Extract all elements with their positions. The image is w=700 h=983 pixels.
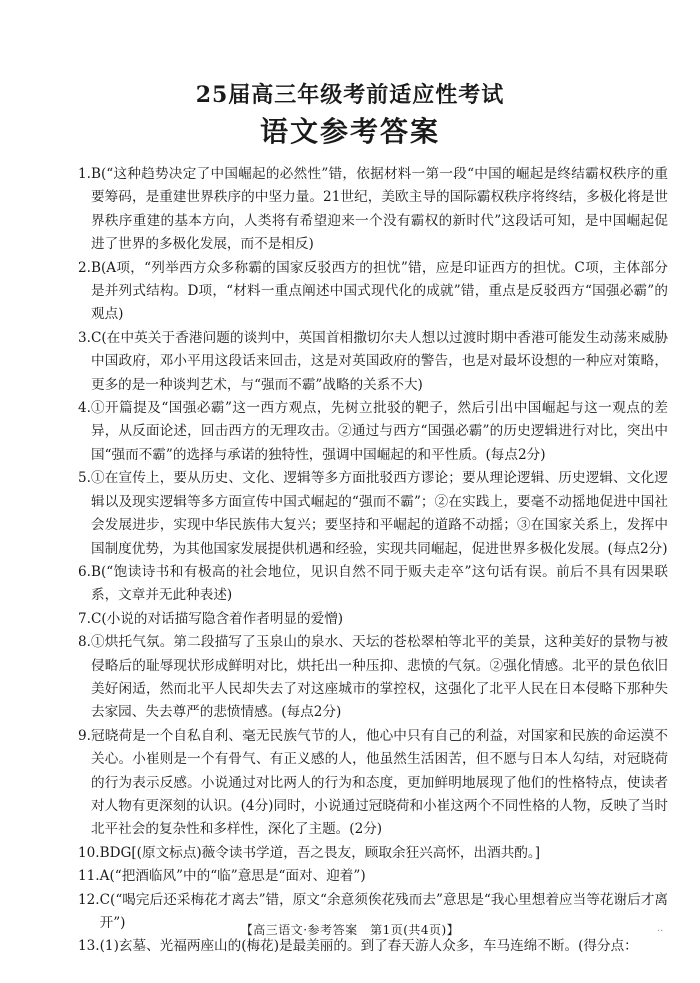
answer-text: ①烘托气氛。第二段描写了玉泉山的泉水、天坛的苍松翠柏等北平的美景，这种美好的景物与被侵略后的耻辱现状形成鲜明对比，烘托出一种压抑、悲愤的气氛。②强化情感。北平的景色依旧美好闲适，然而北平人民却失去了对这座城市的掌控权，这强化了北平人民在日本侵略下那种失去家园、失去尊严的悲愤情感。(每点2分) bbox=[90, 634, 668, 721]
answer-number: 9. bbox=[78, 727, 91, 744]
answer-item bbox=[78, 397, 668, 467]
page-footer: 【高三语文·参考答案 第1页(共4页)】 bbox=[240, 923, 460, 937]
answer-number: 6. bbox=[78, 563, 91, 580]
answer-number: 4. bbox=[78, 400, 91, 417]
answer-number: 2. bbox=[78, 259, 91, 276]
answer-number: 12. bbox=[78, 891, 100, 908]
answer-text: BDG[(原文标点)薇令读书学道，吾之畏友，顾取余狂兴高怀，出酒共酌。] bbox=[99, 844, 541, 861]
answer-number: 13. bbox=[78, 938, 100, 955]
answer-item bbox=[78, 257, 668, 327]
answer-number: 1. bbox=[78, 166, 91, 182]
answer-text: C(小说的对话描写隐含着作者明显的爱憎) bbox=[90, 610, 344, 627]
answer-number: 11. bbox=[78, 868, 100, 885]
answer-number: 8. bbox=[78, 634, 91, 651]
answer-item bbox=[78, 842, 668, 865]
answer-item bbox=[78, 327, 668, 397]
answer-text: ①开篇提及“国强必霸”这一西方观点，先树立批驳的靶子，然后引出中国崛起与这一观点的差异，从反面论述，回击西方的无理攻击。②通过与西方“国强必霸”的历史逻辑进行对比，突出中国“强而不霸”的选择与承诺的独特性，强调中国崛起的和平性质。(每点2分) bbox=[90, 400, 668, 463]
answer-text: (1)玄墓、光福两座山的(梅花)是最美丽的。到了春天游人众多，车马连绵不断。(得分点： bbox=[99, 938, 638, 955]
answer-number: 10. bbox=[78, 844, 100, 861]
answer-item bbox=[78, 865, 668, 888]
answer-number: 3. bbox=[78, 329, 91, 346]
answer-item bbox=[78, 935, 668, 958]
answer-list bbox=[78, 163, 668, 959]
answer-number: 7. bbox=[78, 610, 91, 627]
answer-item bbox=[78, 725, 668, 842]
answer-text: C(在中英关于香港问题的谈判中，英国首相撒切尔夫人想以过渡时期中香港可能发生动荡来威胁中国政府，邓小平用这段话来回击，这是对英国政府的警告，也是对最坏设想的一种应对策略，更多的是一种谈判艺术，与“强而不霸”战略的关系不大) bbox=[90, 329, 668, 393]
answer-text: B(“饱读诗书和有极高的社会地位，见识自然不同于贩夫走卒”这句话有误。前后不具有因果联系，文章并无此种表述) bbox=[90, 563, 668, 604]
exam-title: 25届高三年级考前适应性考试 bbox=[195, 82, 505, 108]
answer-number: 5. bbox=[78, 470, 91, 487]
answer-text: C(“喝完后还采梅花才离去”错，原文“余意须俟花残而去”意思是“我心里想着应当等花谢后才离开”) bbox=[99, 891, 668, 931]
answer-item bbox=[78, 631, 668, 725]
answer-text: B(A项，“列举西方众多称霸的国家反驳西方的担忧”错，应是印证西方的担忧。C项，主体部分是并列式结构。D项，“材料一重点阐述中国式现代化的成就”错，重点是反驳西方“国强必霸”的观点) bbox=[90, 259, 668, 323]
answer-key-title: 语文参考答案 bbox=[259, 115, 440, 148]
answer-text: ①在宣传上，要从历史、文化、逻辑等多方面批驳西方谬论；要从理论逻辑、历史逻辑、文化逻辑以及现实逻辑等多方面宣传中国式崛起的“强而不霸”；②在实践上，要毫不动摇地促进中国社会发展进步，实现中华民族伟大复兴；要坚持和平崛起的道路不动摇；③在国家关系上，发挥中国制度优势，为其他国家发展提供机遇和经验，实现共同崛起，促进世界多极化发展。(每点2分) bbox=[90, 470, 668, 557]
answer-item bbox=[78, 608, 668, 631]
answer-item bbox=[78, 561, 668, 608]
answer-item bbox=[78, 163, 668, 257]
answer-text: A(“把酒临风”中的“临”意思是“面对、迎着”) bbox=[99, 868, 366, 885]
answer-text: 冠晓荷是一个自私自利、毫无民族气节的人，他心中只有自己的利益，对国家和民族的命运漠不关心。小崔则是一个有骨气、有正义感的人，他虽然生活困苦，但不愿与日本人勾结，对冠晓荷的行为表示反感。小说通过对比两人的行为和态度，更加鲜明地展现了他们的性格特点，使读者对人物有更深刻的认识。(4分)同时，小说通过冠晓荷和小崔这两个不同性格的人物，反映了当时北平社会的复杂性和多样性，深化了主题。(2分) bbox=[90, 727, 668, 838]
corner-mark: .. bbox=[657, 923, 664, 934]
answer-item bbox=[78, 467, 668, 561]
answer-text: B(“这种趋势决定了中国崛起的必然性”错，依据材料一第一段“中国的崛起是终结霸权秩序的重要筹码，是重建世界秩序的中坚力量。21世纪，美欧主导的国际霸权秩序将终结，多极化将是世界秩序重建的基本方向，人类将有希望迎来一个没有霸权的新时代”这段话可知，是中国崛起促进了世界的多极化发展，而不是相反) bbox=[90, 166, 668, 253]
